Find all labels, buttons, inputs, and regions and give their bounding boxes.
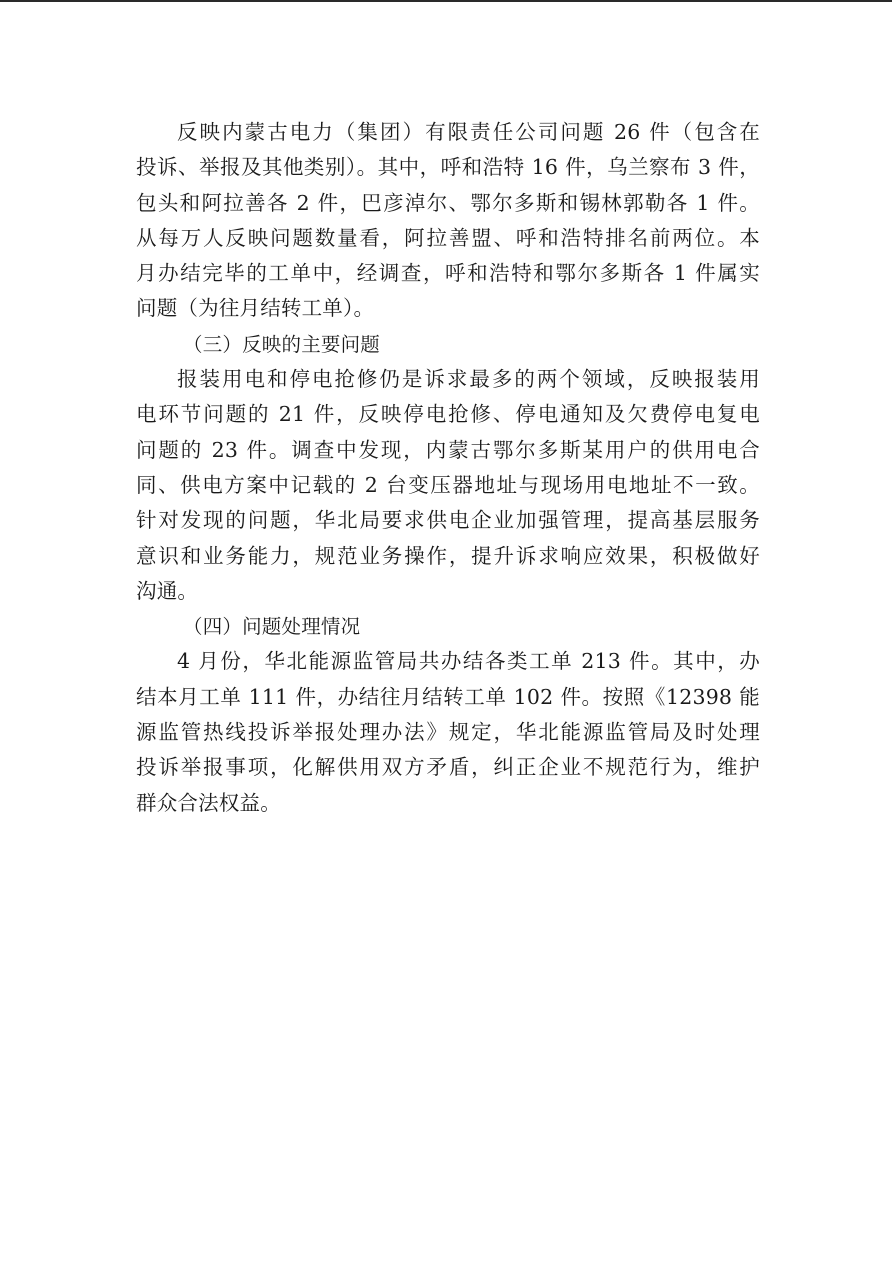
- paragraph-line: 电环节问题的 21 件，反映停电抢修、停电通知及欠费停电复电: [136, 402, 760, 427]
- paragraph-line: 包头和阿拉善各 2 件，巴彦淖尔、鄂尔多斯和锡林郭勒各 1 件。: [136, 190, 760, 215]
- paragraph-line: 针对发现的问题，华北局要求供电企业加强管理，提高基层服务: [136, 508, 760, 533]
- paragraph-line: 月办结完毕的工单中，经调查，呼和浩特和鄂尔多斯各 1 件属实: [136, 261, 760, 286]
- paragraph-line: 同、供电方案中记载的 2 台变压器地址与现场用电地址不一致。: [136, 472, 760, 497]
- paragraph-line: 从每万人反映问题数量看，阿拉善盟、呼和浩特排名前两位。本: [136, 225, 760, 250]
- paragraph-line: 意识和业务能力，规范业务操作，提升诉求响应效果，积极做好: [136, 543, 760, 568]
- paragraph-line: 问题（为往月结转工单）。: [136, 296, 375, 321]
- paragraph-line: 结本月工单 111 件，办结往月结转工单 102 件。按照《12398 能: [136, 684, 760, 709]
- paragraph-line: 报装用电和停电抢修仍是诉求最多的两个领域，反映报装用: [177, 367, 760, 392]
- paragraph-line: 源监管热线投诉举报处理办法》规定，华北能源监管局及时处理: [136, 720, 760, 745]
- paragraph-line: 反映内蒙古电力（集团）有限责任公司问题 26 件（包含在: [177, 120, 760, 144]
- section-heading: （三）反映的主要问题: [183, 332, 381, 356]
- paragraph-line: 问题的 23 件。调查中发现，内蒙古鄂尔多斯某用户的供用电合: [136, 437, 760, 462]
- section-heading: （四）问题处理情况: [183, 615, 361, 639]
- paragraph-line: 投诉举报事项，化解供用双方矛盾，纠正企业不规范行为，维护: [136, 755, 760, 780]
- paragraph-line: 4 月份，华北能源监管局共办结各类工单 213 件。其中，办: [177, 649, 760, 674]
- document-body: [136, 115, 760, 821]
- paragraph-line: 沟通。: [136, 578, 199, 603]
- paragraph-line: 投诉、举报及其他类别）。其中，呼和浩特 16 件，乌兰察布 3 件，: [136, 155, 760, 180]
- page-top-border: [0, 0, 892, 2]
- paragraph-line: 群众合法权益。: [136, 790, 281, 815]
